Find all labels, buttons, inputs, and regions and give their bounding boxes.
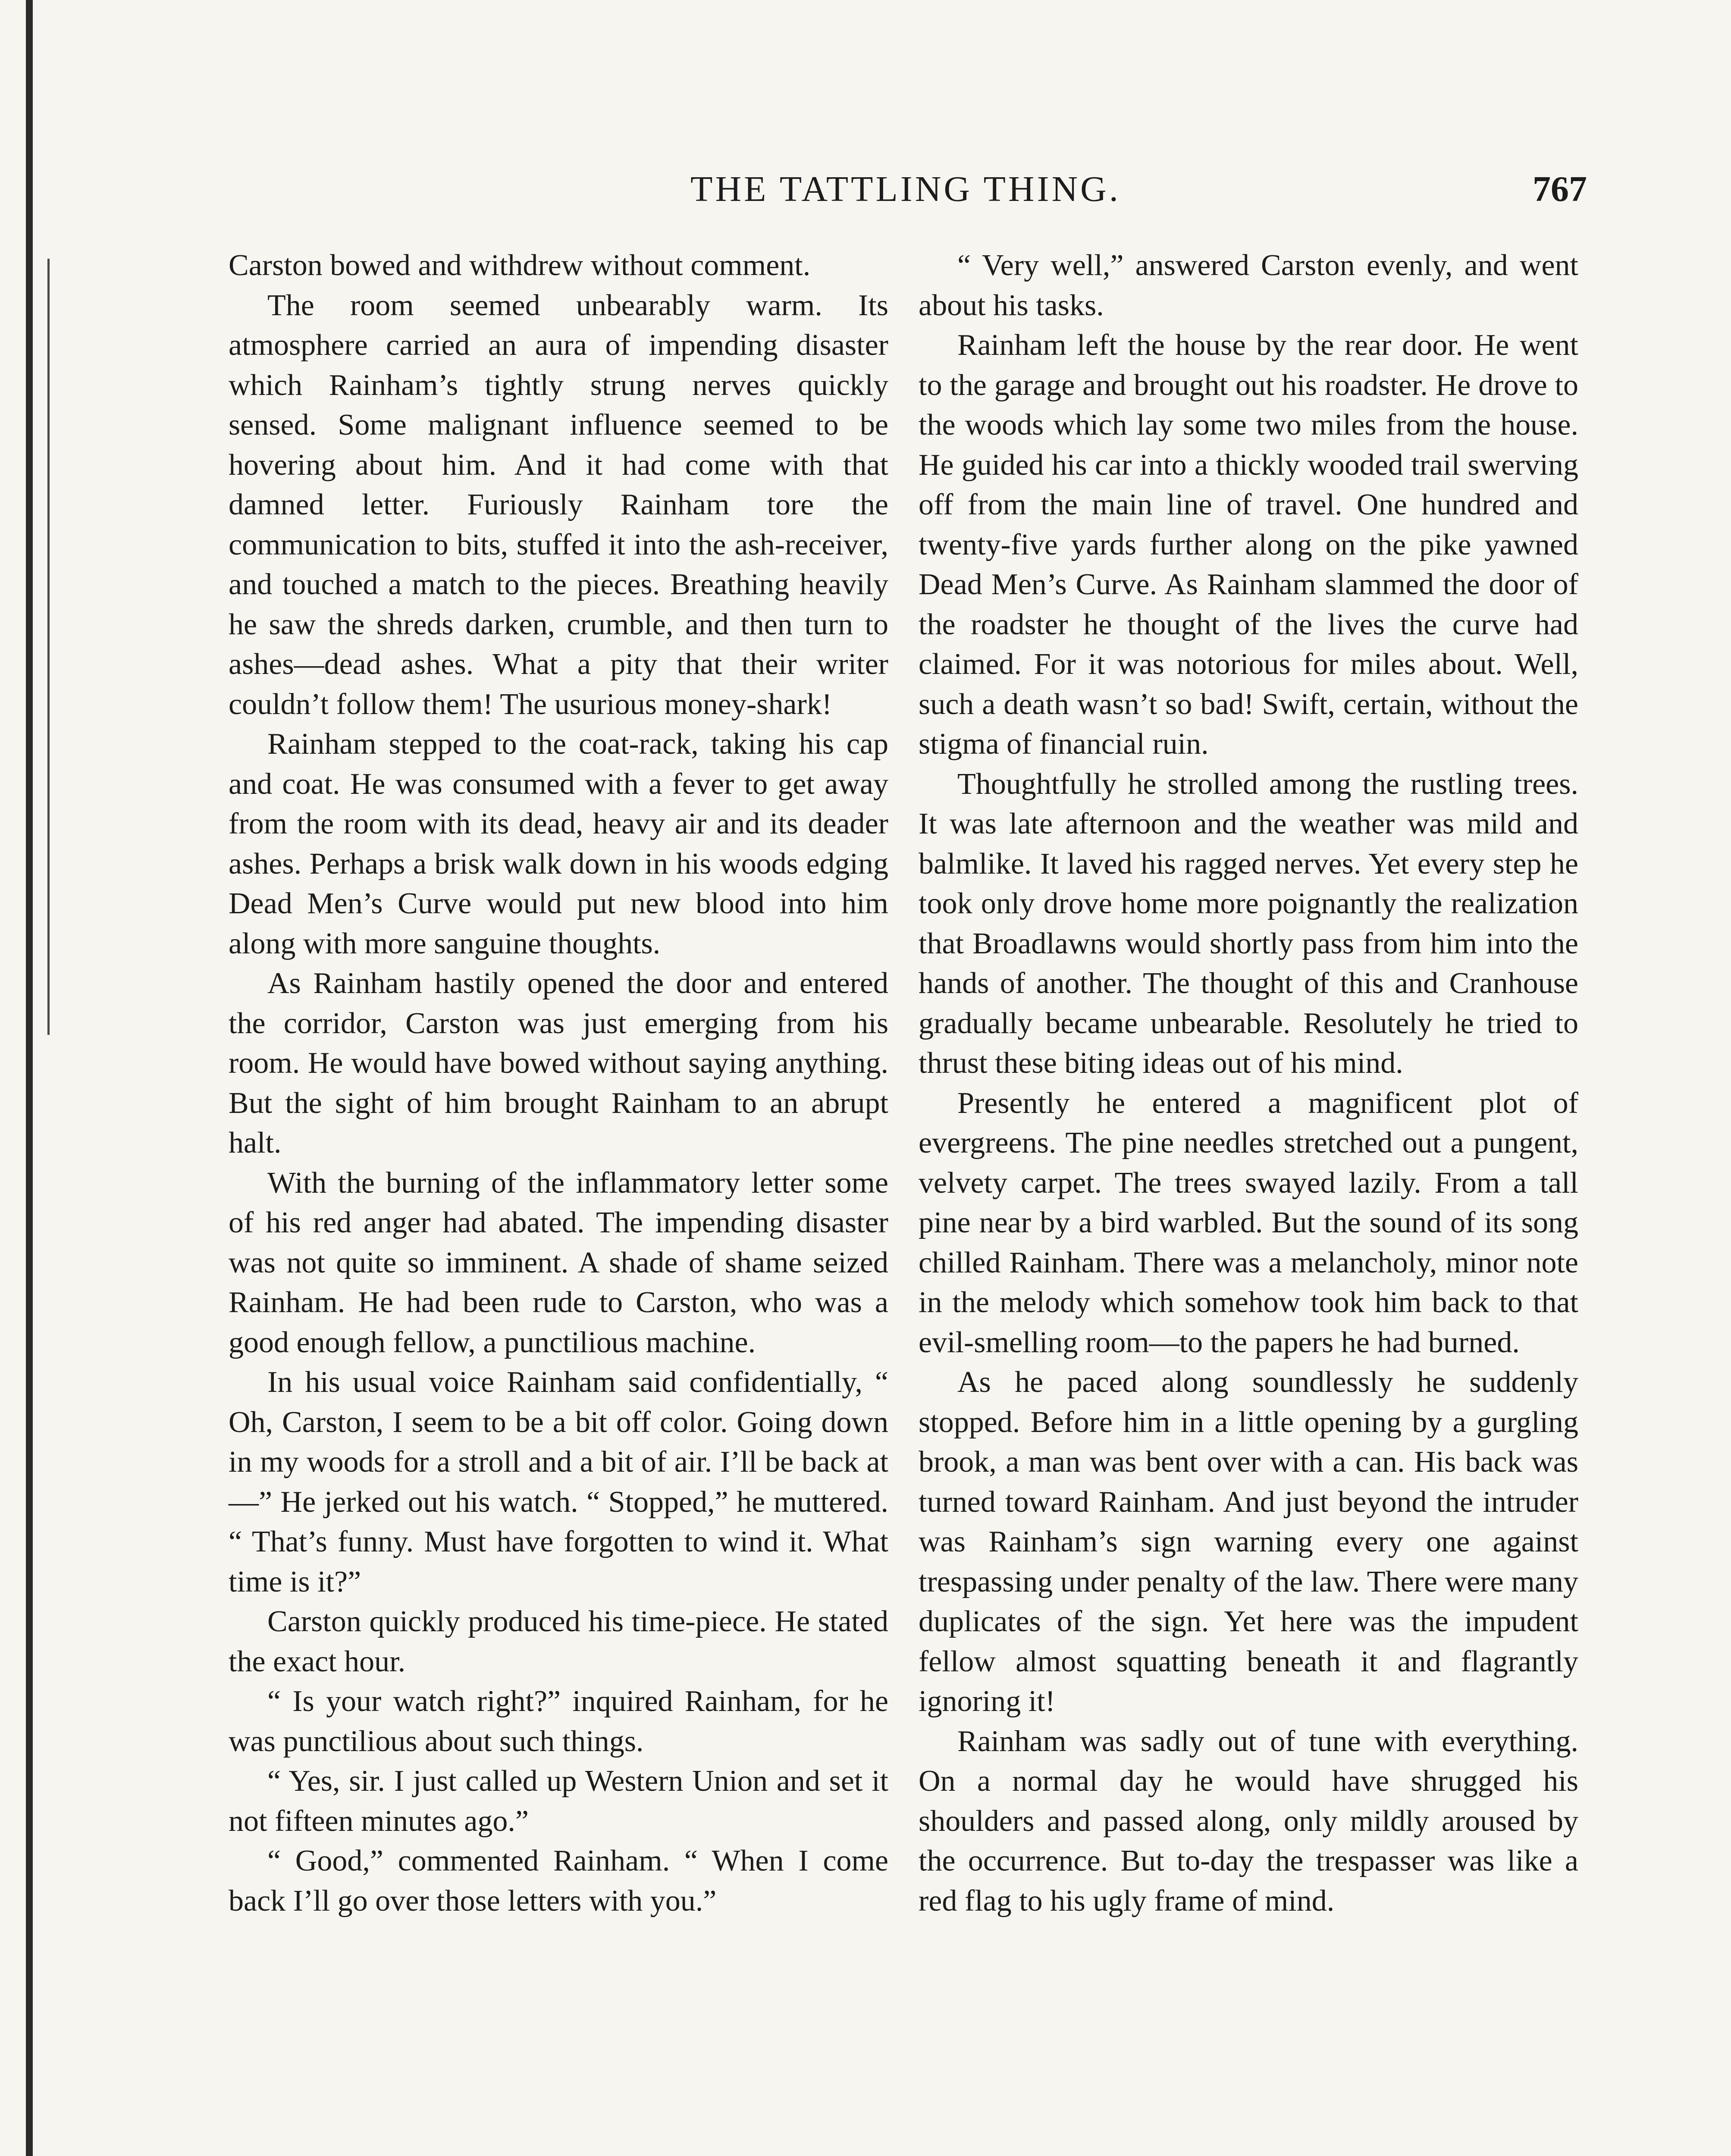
paragraph: Rainham was sadly out of tune with everything. On a normal day he would have shrugged his shoulders and passed along, only mildly aroused by the occurrence. But to-day the trespasser was like a red flag to his ugly frame of mind.: [919, 1724, 1578, 1918]
paragraph: As he paced along soundlessly he suddenly stopped. Before him in a little opening by a gurgling brook, a man was bent over with a can. His back was turned toward Rainham. And just beyond the intruder was Rainham’s sign warning every one against trespassing under penalty of the law. There were many duplicates of the sign. Yet here was the impudent fellow almost squatting beneath it and flagrantly ignoring it!: [919, 1366, 1578, 1718]
page-number: 767: [1533, 169, 1587, 209]
paragraph: Rainham left the house by the rear door. He went to the garage and brought out his roadster. He drove to the woods which lay some two miles from the house. He guided his car into a thickly wooded trail swerving off from the main line of travel. One hundred and twenty-five yards further along on the pike yawned Dead Men’s Curve. As Rainham slammed the door of the roadster he thought of the lives the curve had claimed. For it was notorious for miles about. Well, such a death wasn’t so bad! Swift, certain, without the stigma of financial ruin.: [919, 329, 1578, 761]
right-text-column: [919, 246, 1578, 1921]
running-header: [224, 168, 1587, 229]
paragraph: “ Very well,” answered Carston evenly, and went about his tasks.: [919, 249, 1578, 322]
paragraph: Presently he entered a magnificent plot of evergreens. The pine needles stretched out a pungent, velvety carpet. The trees swayed lazily. From a tall pine near by a bird warbled. But the sound of its song chilled Rainham. There was a melancholy, minor note in the melody which somehow took him back to that evil-smelling room—to the papers he had burned.: [919, 1086, 1578, 1359]
paragraph: As Rainham hastily opened the door and entered the corridor, Carston was just emerging from his room. He would have bowed without saying anything. But the sight of him brought Rainham to an abrupt halt.: [229, 967, 888, 1159]
paragraph: “ Yes, sir. I just called up Western Union and set it not fifteen minutes ago.”: [229, 1764, 888, 1838]
paragraph: Rainham stepped to the coat-rack, taking his cap and coat. He was consumed with a fever to get away from the room with its dead, heavy air and its deader ashes. Perhaps a brisk walk down in his woods edging Dead Men’s Curve would put new blood into him along with more sanguine thoughts.: [229, 727, 888, 960]
left-text-column: [229, 246, 888, 1921]
paragraph: With the burning of the inflammatory letter some of his red anger had abated. The impending disaster was not quite so imminent. A shade of shame seized Rainham. He had been rude to Carston, who was a good enough fellow, a punctilious machine.: [229, 1166, 888, 1359]
paragraph: Carston quickly produced his time-piece. He stated the exact hour.: [229, 1605, 888, 1678]
running-title: THE TATTLING THING.: [690, 169, 1121, 209]
paragraph: Thoughtfully he strolled among the rustling trees. It was late afternoon and the weather was mild and balmlike. It laved his ragged nerves. Yet every step he took only drove home more poignantly the realization that Broadlawns would shortly pass from him into the hands of another. The thought of this and Cranhouse gradually became unbearable. Resolutely he tried to thrust these biting ideas out of his mind.: [919, 767, 1578, 1080]
paragraph: “ Good,” commented Rainham. “ When I come back I’ll go over those letters with you.”: [229, 1844, 888, 1918]
page-corner-shadow: [1666, 2084, 1731, 2156]
paragraph: “ Is your watch right?” inquired Rainham, for he was punctilious about such things.: [229, 1685, 888, 1758]
page-binding-edge: [26, 0, 33, 2156]
paragraph: In his usual voice Rainham said confidentially, “ Oh, Carston, I seem to be a bit off color. Going down in my woods for a stroll and a bit of air. I’ll be back at—” He jerked out his watch. “ Stopped,” he muttered. “ That’s funny. Must have forgotten to wind it. What time is it?”: [229, 1366, 888, 1598]
paragraph: Carston bowed and withdrew without comment.: [229, 249, 811, 282]
page-binding-shadow: [47, 259, 50, 1035]
paragraph: The room seemed unbearably warm. Its atmosphere carried an aura of impending disaster which Rainham’s tightly strung nerves quickly sensed. Some malignant influence seemed to be hovering about him. And it had come with that damned letter. Furiously Rainham tore the communication to bits, stuffed it into the ash-receiver, and touched a match to the pieces. Breathing heavily he saw the shreds darken, crumble, and then turn to ashes—dead ashes. What a pity that their writer couldn’t follow them! The usurious money-shark!: [229, 288, 888, 721]
